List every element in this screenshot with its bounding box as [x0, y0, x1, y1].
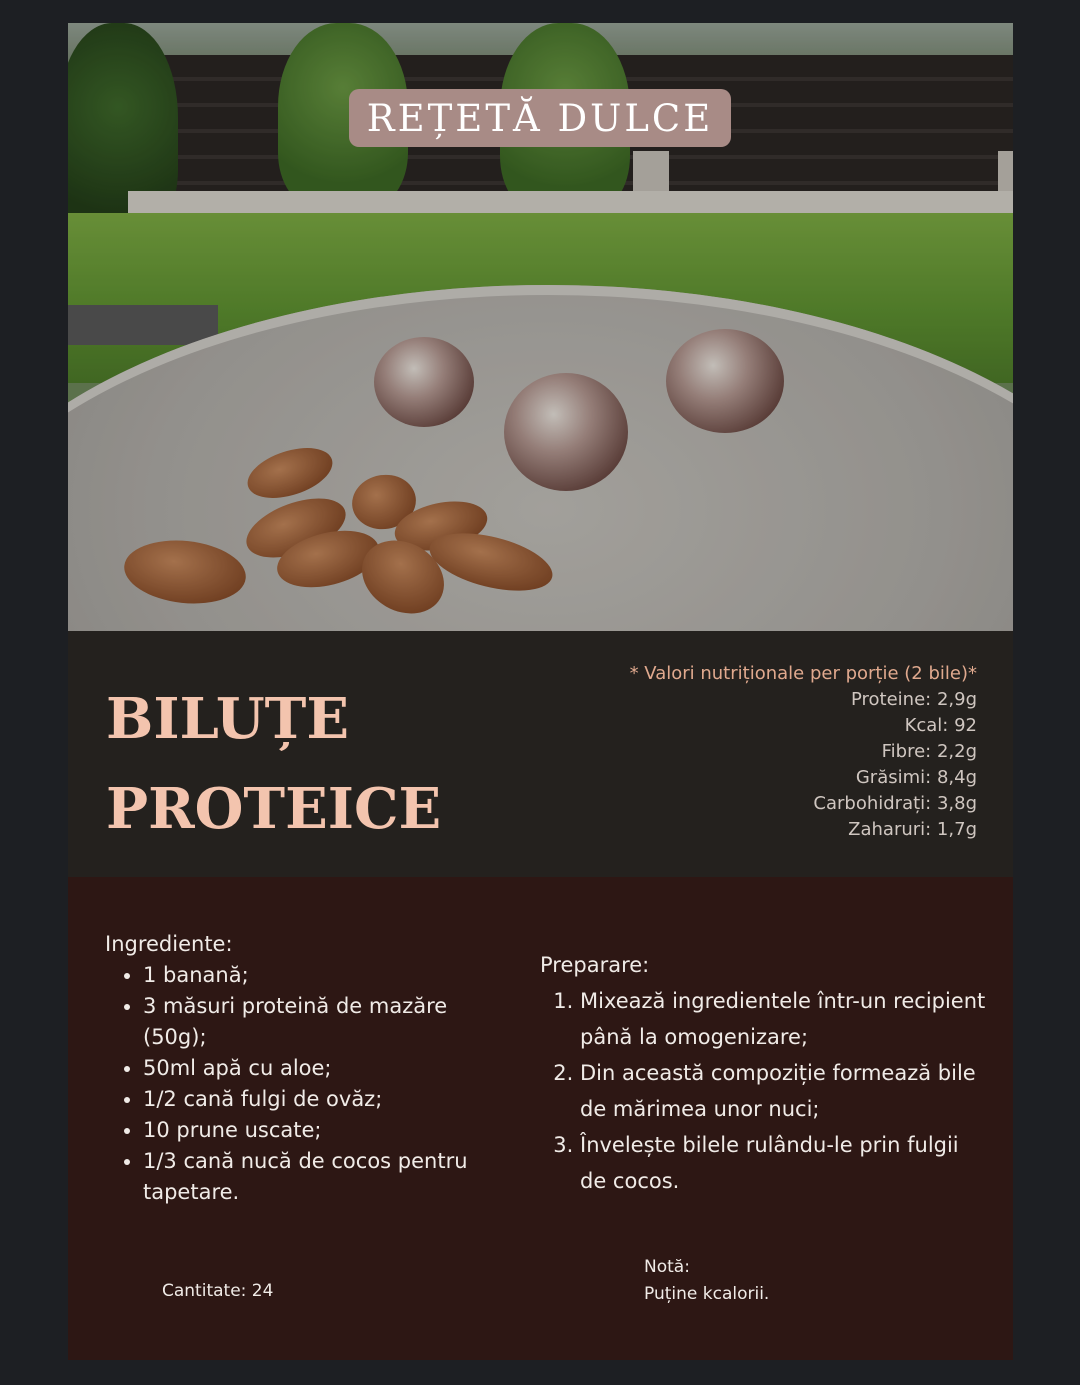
ingredient-item: • 3 măsuri proteină de mazăre (50g); [143, 991, 515, 1053]
title-line-1: BILUȚE [106, 686, 350, 752]
ingredient-item: • 1/2 cană fulgi de ovăz; [143, 1084, 515, 1115]
preparation-heading: Preparare: [540, 953, 650, 977]
ingredients-section [105, 929, 515, 1208]
title-line-2: PROTEICE [106, 776, 442, 842]
ingredient-item: • 1 banană; [143, 960, 515, 991]
nutrition-item: Fibre: 2,2g [881, 741, 977, 762]
title-section [68, 631, 1013, 877]
ingredient-item: • 1/3 cană nucă de cocos pentru tapetare. [143, 1146, 515, 1208]
ingredients-list [105, 960, 515, 1208]
nutrition-heading: * Valori nutriționale per porție (2 bile)* [629, 663, 977, 684]
nutrition-item: Zaharuri: 1,7g [848, 819, 977, 840]
note-section [644, 1254, 769, 1308]
ingredient-item: • 50ml apă cu aloe; [143, 1053, 515, 1084]
ingredient-item: • 10 prune uscate; [143, 1115, 515, 1146]
nutrition-item: Kcal: 92 [904, 715, 977, 736]
nutrition-item: Grăsimi: 8,4g [855, 767, 977, 788]
nutrition-item: Proteine: 2,9g [850, 689, 977, 710]
nutrition-item: Carbohidrați: 3,8g [813, 793, 977, 814]
quantity-text: Cantitate: 24 [162, 1281, 274, 1301]
preparation-step: 2. Din această compoziție formează bile de mărimea unor nuci; [580, 1055, 990, 1127]
preparation-section [540, 947, 990, 1199]
ingredients-heading: Ingrediente: [105, 932, 233, 956]
preparation-steps [540, 983, 990, 1199]
recipe-body [68, 877, 1013, 1360]
recipe-card [68, 23, 1013, 1360]
recipe-title [106, 674, 441, 854]
nutrition-facts [630, 661, 977, 843]
recipe-photo [68, 23, 1013, 631]
preparation-step: 1. Mixează ingredientele într-un recipient până la omogenizare; [580, 983, 990, 1055]
preparation-step: 3. Învelește bilele rulându-le prin fulgii de cocos. [580, 1127, 990, 1199]
note-text: Puține kcalorii. [644, 1284, 770, 1304]
category-badge: REȚETĂ DULCE [349, 89, 731, 147]
note-label: Notă: [644, 1257, 690, 1277]
